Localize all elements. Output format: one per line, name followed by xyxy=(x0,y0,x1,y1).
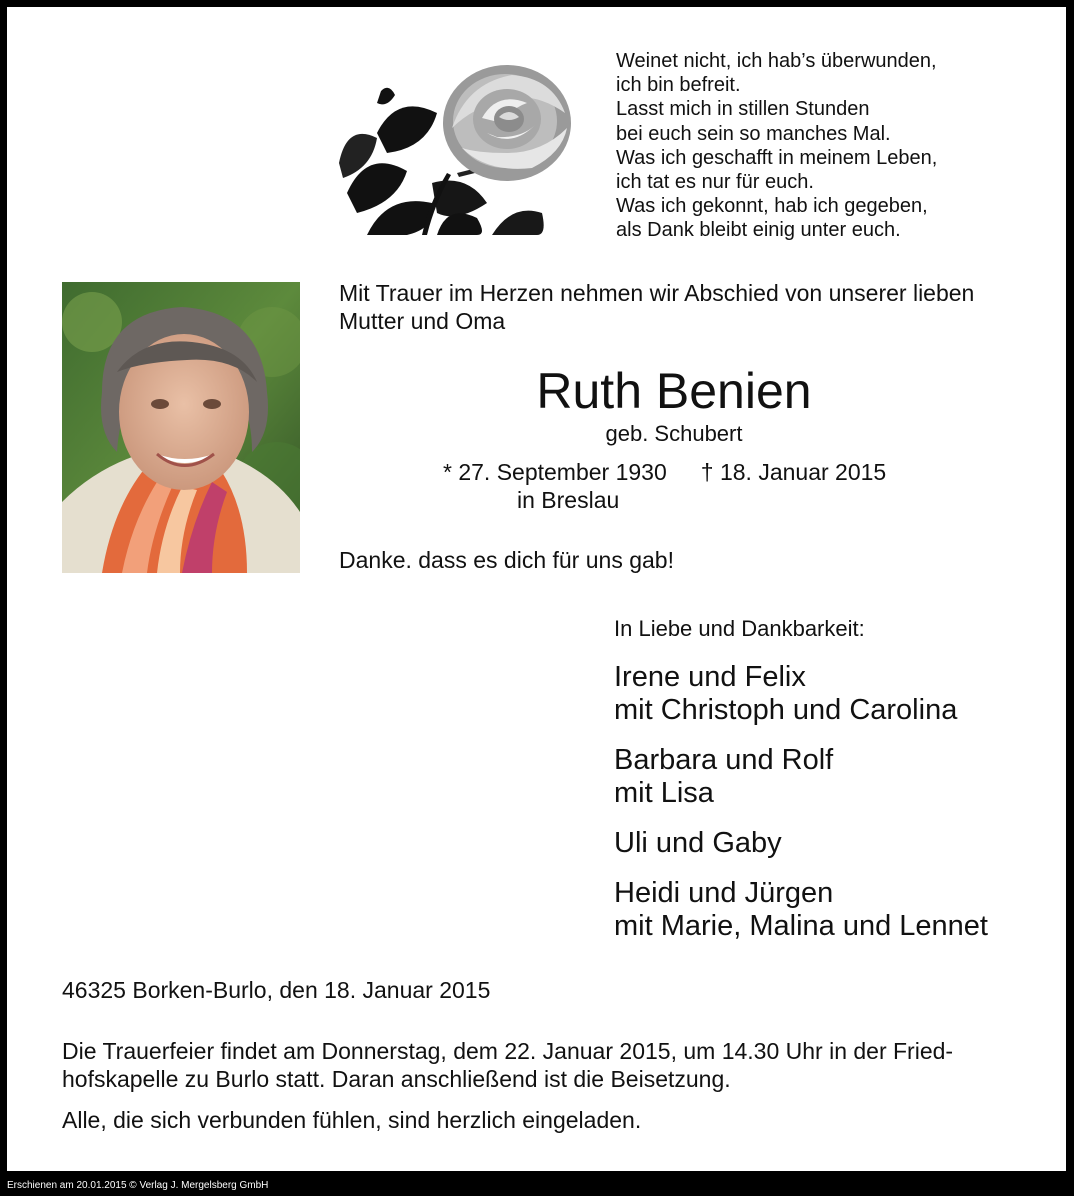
poem xyxy=(616,49,937,243)
family-line: mit Marie, Malina und Lennet xyxy=(614,910,988,942)
deceased-name: Ruth Benien xyxy=(536,363,812,419)
intro-text xyxy=(339,279,1039,335)
poem-line: Lasst mich in stillen Stunden xyxy=(616,98,870,121)
birthplace: in Breslau xyxy=(517,487,620,513)
obituary-sheet xyxy=(7,7,1066,1171)
family-line: mit Lisa xyxy=(614,777,714,809)
family-line: Uli und Gaby xyxy=(614,827,782,859)
family-group xyxy=(614,661,988,727)
poem-line: Was ich gekonnt, hab ich gegeben, xyxy=(616,195,928,218)
family-group xyxy=(614,744,988,810)
poem-line: ich tat es nur für euch. xyxy=(616,171,814,194)
ceremony-info xyxy=(62,1037,1042,1093)
love-line: In Liebe und Dankbarkeit: xyxy=(614,616,865,641)
ceremony-line: Die Trauerfeier findet am Donnerstag, dem 22. Januar 2015, um 14.30 Uhr in der Fried- xyxy=(62,1038,954,1064)
death-date: † 18. Januar 2015 xyxy=(700,459,887,485)
poem-line: Was ich geschafft in meinem Leben, xyxy=(616,146,938,169)
family-line: Barbara und Rolf xyxy=(614,744,834,776)
poem-line: als Dank bleibt einig unter euch. xyxy=(616,219,901,242)
family-group xyxy=(614,877,988,943)
poem-line: ich bin befreit. xyxy=(616,74,741,97)
ceremony-line: hofskapelle zu Burlo statt. Daran anschließend ist die Beisetzung. xyxy=(62,1066,731,1092)
portrait-photo xyxy=(62,282,300,573)
family-line: Irene und Felix xyxy=(614,661,806,693)
family-line: Heidi und Jürgen xyxy=(614,877,834,909)
life-dates xyxy=(443,459,886,486)
maiden-name: geb. Schubert xyxy=(605,421,743,446)
intro-line: Mit Trauer im Herzen nehmen wir Abschied von unserer lieben xyxy=(339,280,975,306)
birth-date: * 27. September 1930 xyxy=(443,459,667,485)
invitation-line: Alle, die sich verbunden fühlen, sind herzlich eingeladen. xyxy=(62,1107,642,1133)
poem-line: bei euch sein so manches Mal. xyxy=(616,122,891,145)
mourners-list xyxy=(614,661,988,960)
thanks-line: Danke. dass es dich für uns gab! xyxy=(339,547,674,573)
rose-illustration xyxy=(337,53,572,235)
location-date: 46325 Borken-Burlo, den 18. Januar 2015 xyxy=(62,977,491,1003)
family-line: mit Christoph und Carolina xyxy=(614,694,958,726)
publisher-credit: Erschienen am 20.01.2015 © Verlag J. Mergelsberg GmbH xyxy=(7,1180,269,1191)
family-group xyxy=(614,827,988,860)
intro-line: Mutter und Oma xyxy=(339,308,506,334)
poem-line: Weinet nicht, ich hab’s überwunden, xyxy=(616,50,937,72)
